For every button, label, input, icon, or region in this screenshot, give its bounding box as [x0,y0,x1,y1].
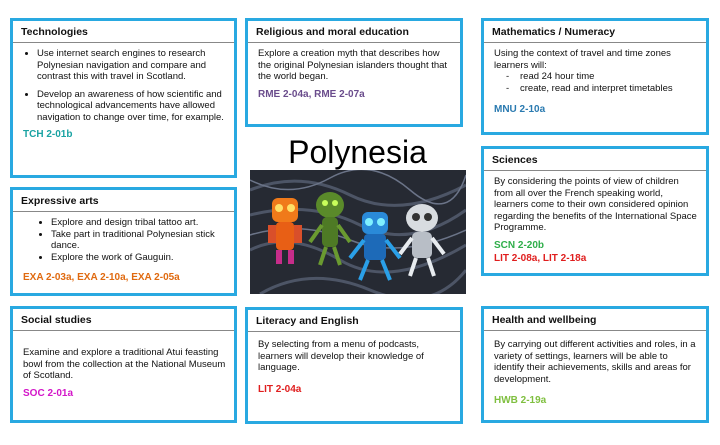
sciences-text: By considering the points of view of children from all over the French speaking world, learners come to their own considered opinion regarding the benefits of the International Space Programme. [494,176,697,233]
technologies-bullet-2: • Develop an awareness of how scientific and technological advancements have allowed navigation to change over time, for example. [37,89,226,124]
expressive-bullet-3: • Explore the work of Gauguin. [51,252,226,264]
health-code: HWB 2-19a [494,395,547,406]
expressive-bullet-1: • Explore and design tribal tattoo art. [51,217,226,229]
sciences-code-lit: LIT 2-08a, LIT 2-18a [494,253,587,264]
maths-panel [481,18,709,135]
social-panel [10,306,237,423]
literacy-code: LIT 2-04a [258,383,302,395]
literacy-heading: Literacy and English [248,310,460,332]
religious-code: RME 2-04a, RME 2-07a [258,88,365,100]
religious-heading: Religious and moral education [248,21,460,43]
maths-item-1: - read 24 hour time [520,71,698,83]
technologies-heading: Technologies [13,21,234,43]
page-title: Polynesia [288,134,427,170]
sciences-panel [481,146,709,276]
sciences-heading: Sciences [484,149,706,171]
maths-item-2: - create, read and interpret timetables [520,83,698,95]
expressive-bullet-2: • Take part in traditional Polynesian stick dance. [51,229,226,252]
expressive-code: EXA 2-03a, EXA 2-10a, EXA 2-05a [23,272,180,283]
technologies-bullet-1: • Use internet search engines to research Polynesian navigation and compare and contrast this with travel in Scotland. [37,48,226,83]
literacy-text: By selecting from a menu of podcasts, learners will develop their knowledge of language. [258,339,424,373]
technologies-code: TCH 2-01b [23,129,73,140]
health-panel [481,306,709,423]
health-text: By carrying out different activities and roles, in a variety of settings, learners will be able to identify their achievements, skills and areas for development. [494,339,696,385]
tiki-artwork [250,170,466,294]
expressive-heading: Expressive arts [13,190,234,212]
social-code: SOC 2-01a [23,387,74,399]
maths-text: Using the context of travel and time zones learners will: [494,48,671,71]
religious-panel [245,18,463,127]
religious-text: Explore a creation myth that describes how the original Polynesian islanders thought that the world began. [258,48,448,82]
social-heading: Social studies [13,309,234,331]
expressive-panel [10,187,237,296]
health-heading: Health and wellbeing [484,309,706,331]
sciences-code-scn: SCN 2-20b [494,239,545,251]
maths-code: MNU 2-10a [494,104,546,115]
literacy-panel [245,307,463,424]
maths-heading: Mathematics / Numeracy [484,21,706,43]
social-text: Examine and explore a traditional Atui feasting bowl from the collection at the National Museum of Scotland. [23,347,226,381]
technologies-panel [10,18,237,178]
